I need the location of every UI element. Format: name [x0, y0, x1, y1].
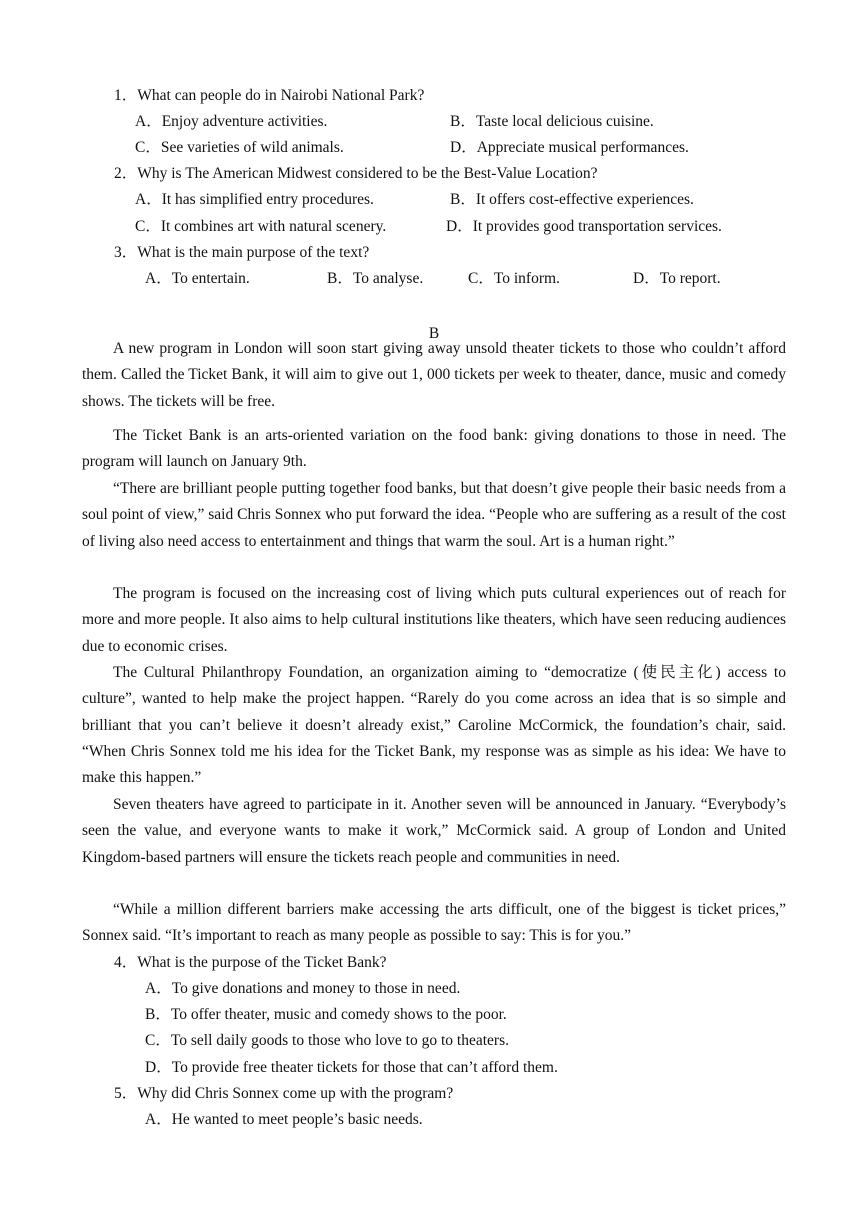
question-2-option-d: D．It provides good transportation services.: [446, 218, 722, 235]
question-3-option-b: B．To analyse.: [327, 270, 424, 287]
question-5-option-a: A．He wanted to meet people’s basic needs.: [145, 1111, 423, 1128]
passage-paragraph-7: “While a million different barriers make accessing the arts difficult, one of the biggest is ticket prices,” Sonnex said. “It’s important to reach as many people as possible to say: This is for you.”: [82, 901, 786, 945]
question-1-option-a: A．Enjoy adventure activities.: [135, 113, 328, 130]
section-b-title: B: [428, 325, 440, 342]
question-4-option-a: A．To give donations and money to those in need.: [145, 980, 461, 997]
question-4-option-d: D．To provide free theater tickets for those that can’t afford them.: [145, 1059, 558, 1076]
passage-paragraph-2: The Ticket Bank is an arts-oriented variation on the food bank: giving donations to those in need. The program will launch on January 9th.: [82, 427, 786, 471]
question-4-option-b: B．To offer theater, music and comedy shows to the poor.: [145, 1006, 507, 1023]
question-3-stem: 3．What is the main purpose of the text?: [114, 244, 370, 261]
question-3-option-d: D．To report.: [633, 270, 721, 287]
question-3-option-c: C．To inform.: [468, 270, 560, 287]
question-1-option-d: D．Appreciate musical performances.: [450, 139, 689, 156]
question-1-option-b: B．Taste local delicious cuisine.: [450, 113, 654, 130]
passage-paragraph-4: The program is focused on the increasing cost of living which puts cultural experiences out of reach for more and more people. It also aims to help cultural institutions like theaters, which have seen reducing audiences due to economic crises.: [82, 585, 786, 655]
question-2-stem: 2．Why is The American Midwest considered to be the Best-Value Location?: [114, 165, 598, 182]
question-4-stem: 4．What is the purpose of the Ticket Bank?: [114, 954, 387, 971]
question-1-stem: 1．What can people do in Nairobi National Park?: [114, 87, 425, 104]
question-2-option-c: C．It combines art with natural scenery.: [135, 218, 387, 235]
question-2-option-a: A．It has simplified entry procedures.: [135, 191, 374, 208]
passage-paragraph-6: Seven theaters have agreed to participate in it. Another seven will be announced in January. “Everybody’s seen the value, and everyone wants to make it work,” McCormick said. A group of London and United Kingdom-based partners will ensure the tickets reach people and communities in need.: [82, 796, 786, 866]
question-3-option-a: A．To entertain.: [145, 270, 250, 287]
question-4-option-c: C．To sell daily goods to those who love to go to theaters.: [145, 1032, 509, 1049]
question-1-option-c: C．See varieties of wild animals.: [135, 139, 344, 156]
passage-paragraph-3: “There are brilliant people putting together food banks, but that doesn’t give people their basic needs from a soul point of view,” said Chris Sonnex who put forward the idea. “People who are suffering as a result of the cost of living also need access to entertainment and things that warm the soul. Art is a human right.”: [82, 480, 786, 550]
question-2-option-b: B．It offers cost-effective experiences.: [450, 191, 694, 208]
passage-paragraph-5: The Cultural Philanthropy Foundation, an organization aiming to “democratize (使民主化) access to culture”, wanted to help make the project happen. “Rarely do you come across an idea that is so simple and brilliant that you can’t believe it doesn’t already exist,” Caroline McCormick, the foundation’s chair, said. “When Chris Sonnex told me his idea for the Ticket Bank, my response was as simple as his idea: We have to make this happen.”: [82, 664, 786, 787]
question-5-stem: 5．Why did Chris Sonnex come up with the program?: [114, 1085, 454, 1102]
passage-paragraph-1: A new program in London will soon start giving away unsold theater tickets to those who couldn’t afford them. Called the Ticket Bank, it will aim to give out 1, 000 tickets per week to theater, dance, music and comedy shows. The tickets will be free.: [82, 340, 786, 410]
